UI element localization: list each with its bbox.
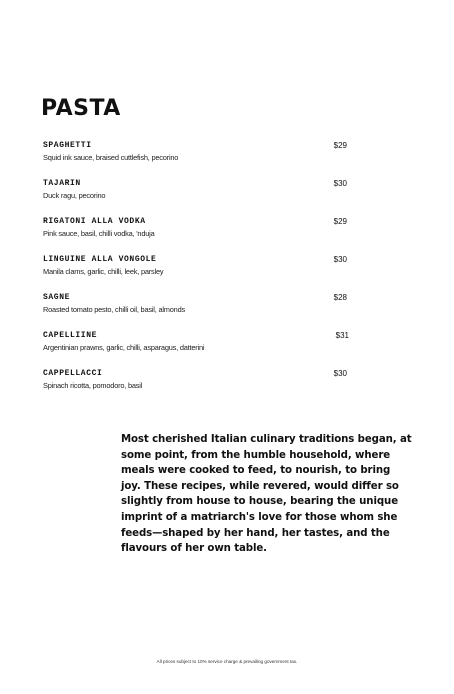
item-description: Argentinian prawns, garlic, chilli, asparagus, datterini — [43, 343, 205, 352]
item-description: Manila clams, garlic, chilli, leek, parsley — [43, 267, 164, 276]
item-price: $29 — [333, 141, 347, 150]
item-price: $28 — [333, 293, 347, 302]
item-price: $31 — [335, 331, 349, 340]
item-description: Squid ink sauce, braised cuttlefish, pecorino — [43, 153, 179, 162]
menu-item — [43, 141, 347, 179]
item-price: $30 — [333, 255, 347, 264]
item-name: TAJARIN — [43, 179, 81, 188]
item-name: SPAGHETTI — [43, 141, 92, 150]
item-price: $30 — [333, 179, 347, 188]
item-price: $30 — [333, 369, 347, 378]
menu-item — [43, 293, 347, 331]
section-title: PASTA — [41, 96, 121, 121]
item-description: Roasted tomato pesto, chilli oil, basil, almonds — [43, 305, 185, 314]
menu-item — [43, 179, 347, 217]
menu-item — [43, 217, 347, 255]
item-price: $29 — [333, 217, 347, 226]
item-description: Spinach ricotta, pomodoro, basil — [43, 381, 143, 390]
item-description: Pink sauce, basil, chilli vodka, 'nduja — [43, 229, 155, 238]
menu-item — [43, 331, 347, 369]
menu-list — [43, 141, 347, 407]
item-description: Duck ragu, pecorino — [43, 191, 106, 200]
menu-item — [43, 369, 347, 407]
footnote: All prices subject to 10% service charge & prevailing government tax. — [156, 659, 298, 664]
item-name: CAPPELLACCI — [43, 369, 103, 378]
item-name: RIGATONI ALLA VODKA — [43, 217, 146, 226]
intro-paragraph: Most cherished Italian culinary traditions began, at some point, from the humble household, where meals were cooked to feed, to nourish, to bring joy. These recipes, while revered, would differ so slightly from house to house, bearing the unique imprint of a matriarch's love for those whom she feeds—shaped by her hand, her tastes, and the flavours of her own table. — [121, 434, 412, 555]
menu-item — [43, 255, 347, 293]
item-name: SAGNE — [43, 293, 71, 302]
item-name: LINGUINE ALLA VONGOLE — [43, 255, 157, 264]
item-name: CAPELLIINE — [43, 331, 98, 340]
